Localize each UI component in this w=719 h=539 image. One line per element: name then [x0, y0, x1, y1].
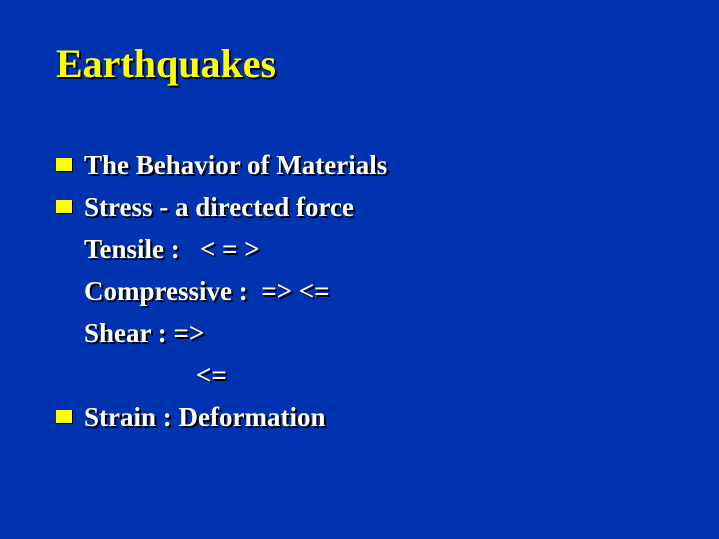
list-item-label: Compressive : => <=: [84, 276, 330, 306]
list-item: [56, 271, 676, 311]
list-item-label: Stress - a directed force: [84, 192, 354, 222]
slide-body: [56, 145, 676, 439]
page-title: Earthquakes: [56, 41, 277, 86]
list-item: [56, 313, 676, 353]
list-item: [56, 187, 676, 227]
list-item-label: The Behavior of Materials: [84, 150, 388, 180]
square-bullet-icon: [56, 200, 72, 213]
list-item: [56, 355, 676, 395]
list-item: [56, 229, 676, 269]
list-item-label: Shear : =>: [84, 318, 205, 348]
list-item: [56, 397, 676, 437]
list-item-label: Tensile : < = >: [84, 234, 260, 264]
list-item: [56, 145, 676, 185]
square-bullet-icon: [56, 158, 72, 171]
list-item-label: Strain : Deformation: [84, 402, 326, 432]
list-item-label: <=: [196, 360, 227, 390]
square-bullet-icon: [56, 410, 72, 423]
